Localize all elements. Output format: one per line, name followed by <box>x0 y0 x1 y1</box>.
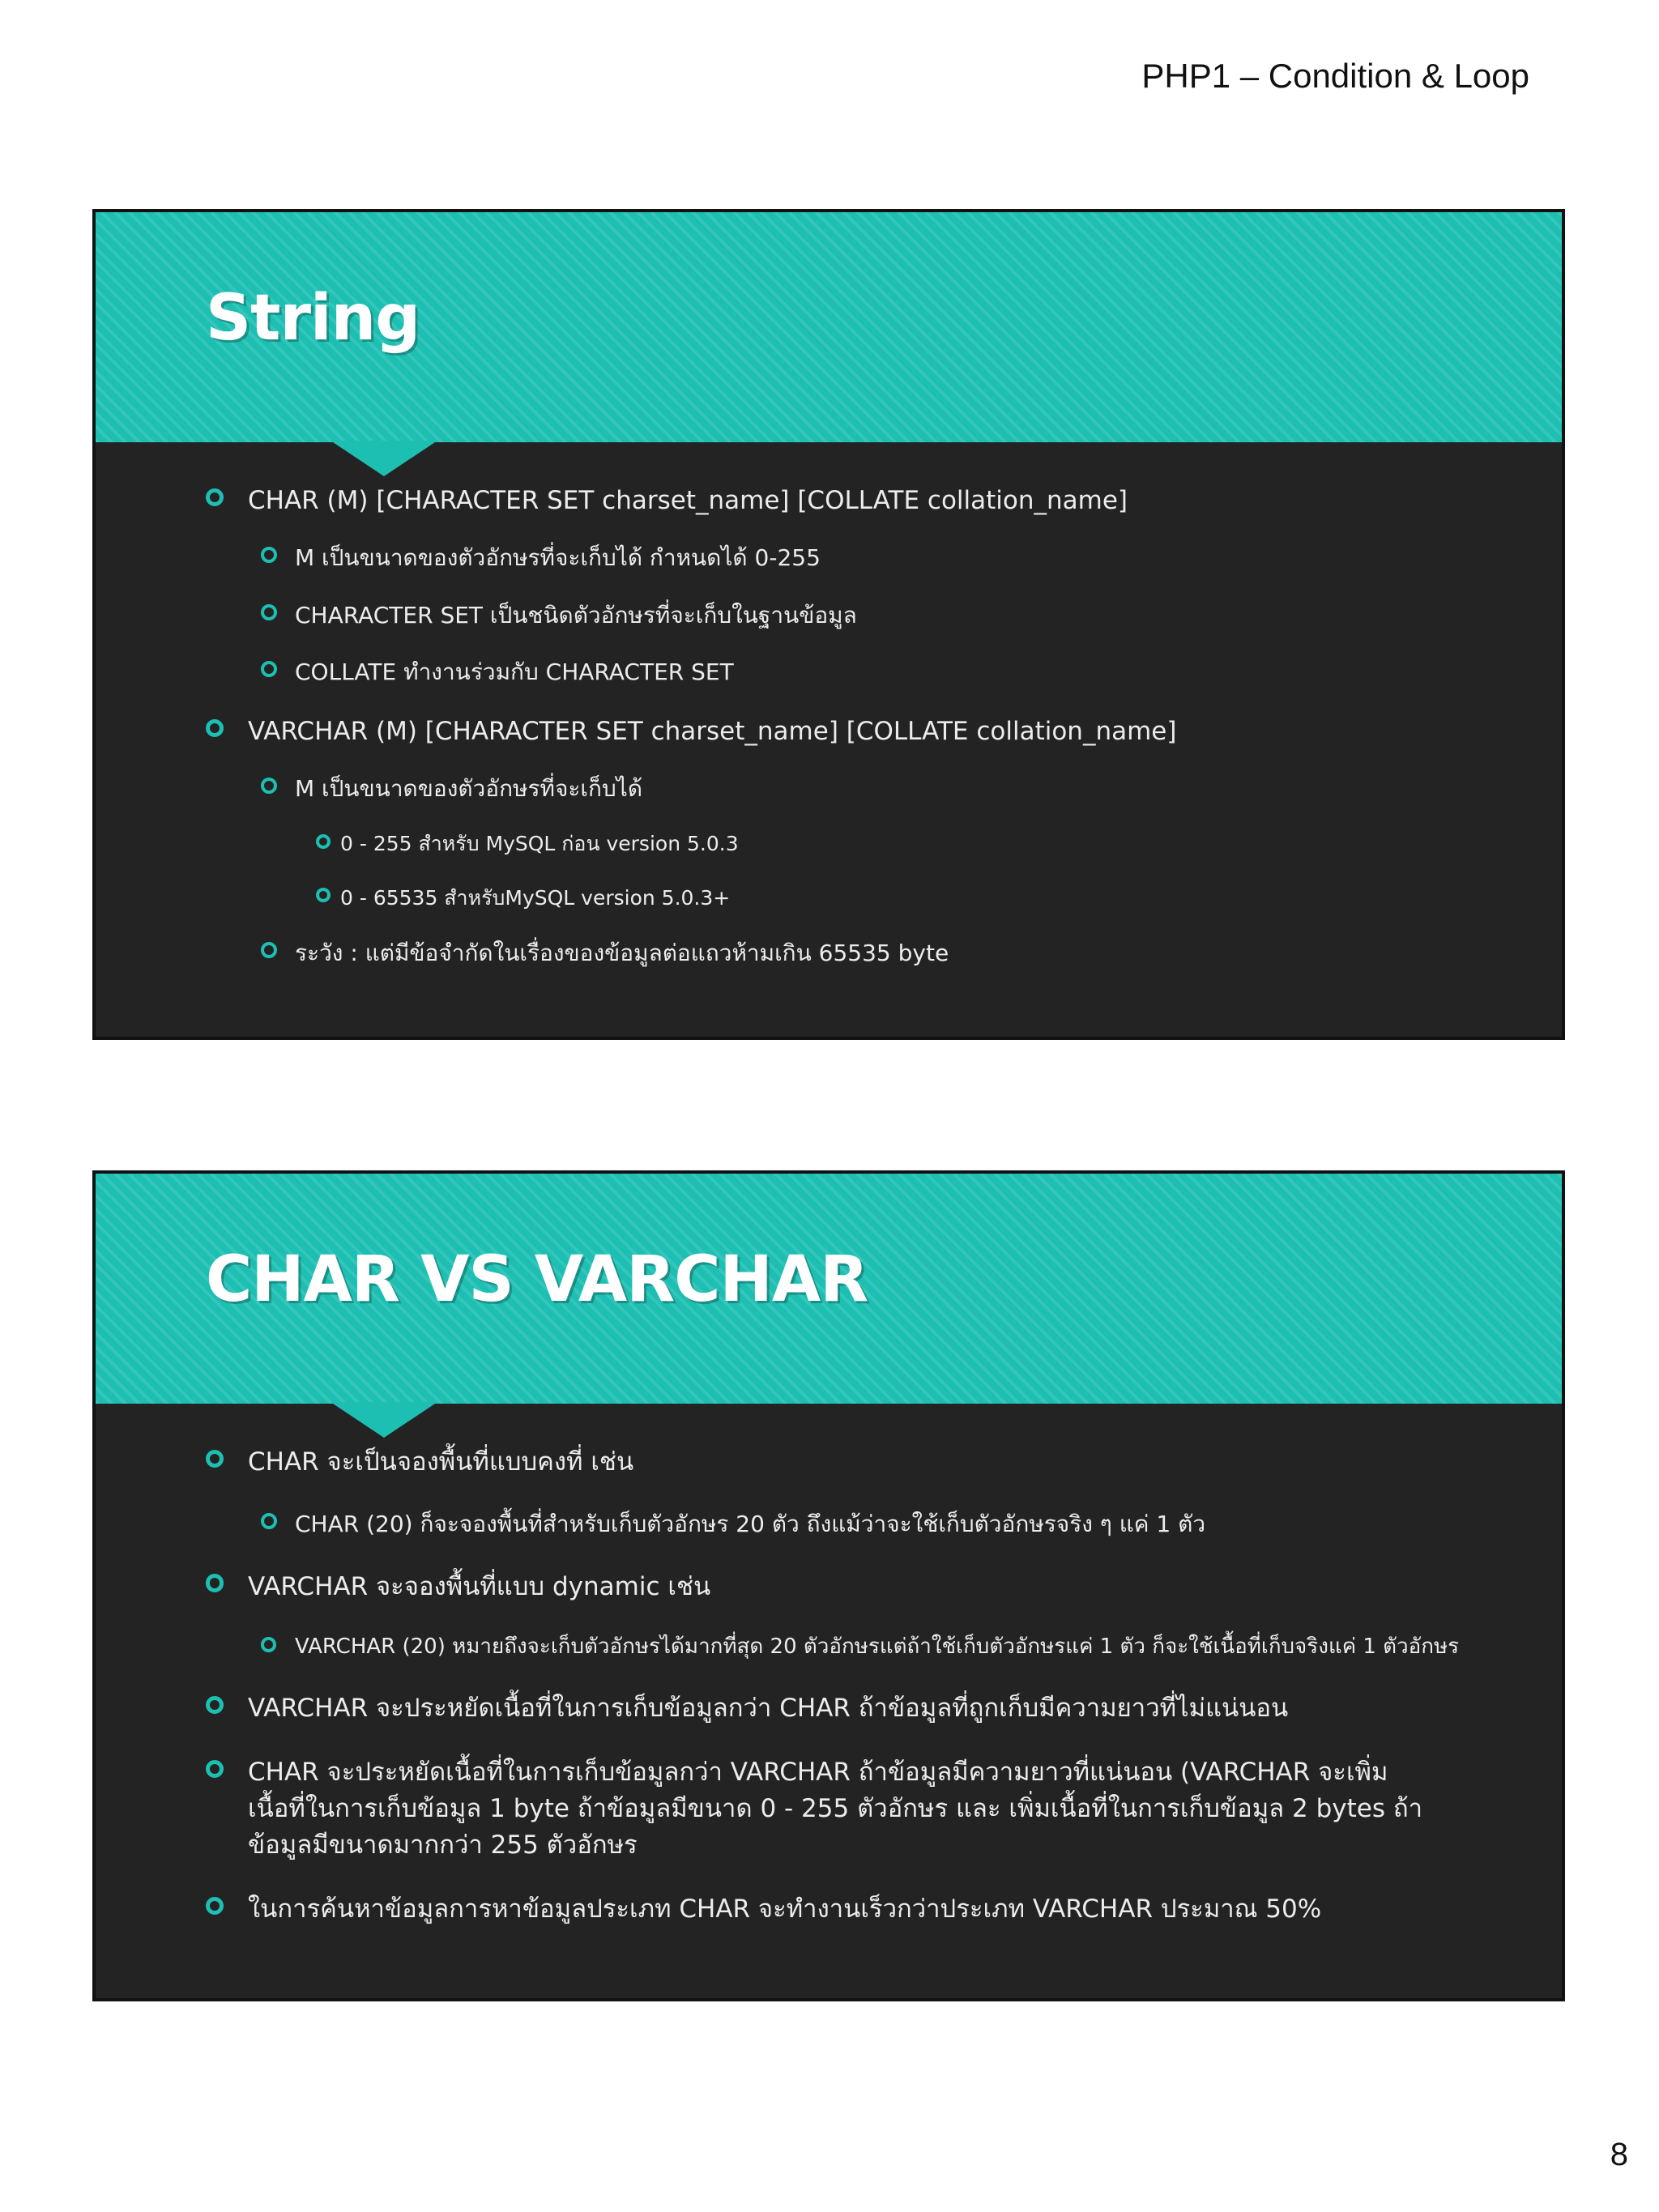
bullet-item: CHAR (M) [CHARACTER SET charset_name] [COLLATE collation_name] <box>96 483 1562 519</box>
circle-bullet-icon <box>316 834 331 849</box>
bullet-item: M เป็นขนาดของตัวอักษรที่จะเก็บได้ <box>96 773 1562 806</box>
circle-bullet-icon <box>261 1637 276 1652</box>
circle-bullet-icon <box>206 488 224 506</box>
circle-bullet-icon <box>261 604 277 620</box>
banner-notch <box>331 441 437 476</box>
circle-bullet-icon <box>261 942 277 958</box>
circle-bullet-icon <box>206 1897 224 1915</box>
slide-content <box>96 1444 1562 1955</box>
page-header: PHP1 – Condition & Loop <box>1141 57 1529 95</box>
bullet-item: ระวัง : แต่มีข้อจำกัดในเรื่องของข้อมูลต่อแถวห้ามเกิน 65535 byte <box>96 937 1562 970</box>
bullet-item: 0 - 65535 สำหรับMySQL version 5.0.3+ <box>96 884 1562 913</box>
bullet-item: CHAR จะเป็นจองพื้นที่แบบคงที่ เช่น <box>96 1444 1562 1481</box>
slide-content <box>96 483 1562 994</box>
bullet-item: CHAR (20) ก็จะจองพื้นที่สำหรับเก็บตัวอักษร 20 ตัว ถึงแม้ว่าจะใช้เก็บตัวอักษรจริง ๆ แค่ 1 ตัว <box>96 1508 1562 1541</box>
bullet-item: ในการค้นหาข้อมูลการหาข้อมูลประเภท CHAR จะทำงานเร็วกว่าประเภท VARCHAR ประมาณ 50% <box>96 1891 1562 1928</box>
circle-bullet-icon <box>206 1450 224 1468</box>
bullet-item: CHAR จะประหยัดเนื้อที่ในการเก็บข้อมูลกว่า VARCHAR ถ้าข้อมูลมีความยาวที่แน่นอน (VARCHAR จะเพิ่มเนื้อที่ในการเก็บข้อมูล 1 byte ถ้าข้อมูลมีขนาด 0 - 255 ตัวอักษร และ เพิ่มเนื้อที่ในการเก็บข้อมูล 2 bytes ถ้าข้อมูลมีขนาดมากกว่า 255 ตัวอักษร <box>96 1754 1562 1864</box>
bullet-item: 0 - 255 สำหรับ MySQL ก่อน version 5.0.3 <box>96 829 1562 859</box>
bullet-item: CHARACTER SET เป็นชนิดตัวอักษรที่จะเก็บในฐานข้อมูล <box>96 599 1562 633</box>
slide-char-vs-varchar <box>92 1170 1565 2001</box>
circle-bullet-icon <box>261 547 277 563</box>
bullet-item: M เป็นขนาดของตัวอักษรที่จะเก็บได้ กำหนดได้ 0-255 <box>96 542 1562 575</box>
circle-bullet-icon <box>261 1513 277 1529</box>
circle-bullet-icon <box>206 719 224 737</box>
banner-notch <box>331 1402 437 1438</box>
circle-bullet-icon <box>206 1574 224 1592</box>
circle-bullet-icon <box>206 1760 224 1778</box>
bullet-item: VARCHAR จะจองพื้นที่แบบ dynamic เช่น <box>96 1569 1562 1605</box>
circle-bullet-icon <box>261 778 277 794</box>
circle-bullet-icon <box>206 1696 224 1714</box>
bullet-item: VARCHAR (M) [CHARACTER SET charset_name] [COLLATE collation_name] <box>96 714 1562 750</box>
slide-title: CHAR VS VARCHAR <box>206 1243 868 1316</box>
slide-string <box>92 209 1565 1040</box>
bullet-item: COLLATE ทำงานร่วมกับ CHARACTER SET <box>96 656 1562 689</box>
bullet-item: VARCHAR จะประหยัดเนื้อที่ในการเก็บข้อมูลกว่า CHAR ถ้าข้อมูลที่ถูกเก็บมีความยาวที่ไม่แน่นอน <box>96 1690 1562 1727</box>
circle-bullet-icon <box>261 661 277 677</box>
circle-bullet-icon <box>316 888 331 902</box>
bullet-item: VARCHAR (20) หมายถึงจะเก็บตัวอักษรได้มากที่สุด 20 ตัวอักษรแต่ถ้าใช้เก็บตัวอักษรแค่ 1 ตัว ก็จะใช้เนื้อที่เก็บจริงแค่ 1 ตัวอักษร <box>96 1632 1562 1663</box>
slide-title: String <box>206 282 420 355</box>
page-number: 8 <box>1610 2137 1628 2172</box>
